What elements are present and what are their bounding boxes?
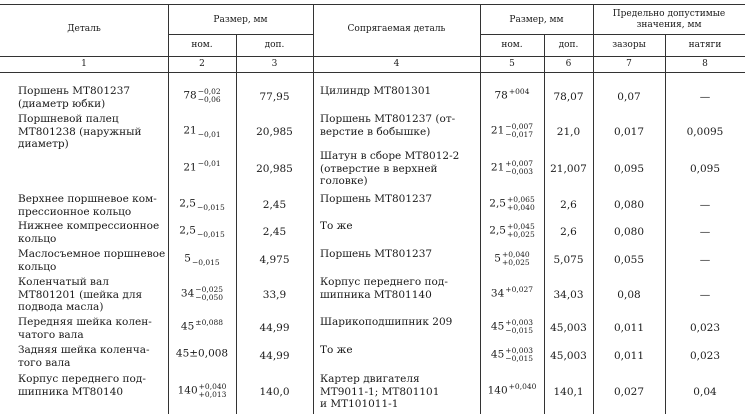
nominal-size-value-lower: −0,050 <box>195 292 224 302</box>
part-name-line: Маслосъемное поршневое <box>18 248 166 260</box>
mating-nominal-value-tolerance <box>507 223 535 239</box>
mating-nominal-value-lower: +0,025 <box>506 230 535 240</box>
mating-nominal-value <box>490 346 534 364</box>
mating-allowable-size: 21,0 <box>556 125 581 138</box>
nominal-size <box>168 123 236 139</box>
mating-part-line: Цилиндр МТ801301 <box>320 85 432 97</box>
gap-value: 0,08 <box>617 288 641 301</box>
header-size2: Размер, мм <box>509 15 564 25</box>
mating-nominal-size <box>480 123 544 139</box>
mating-nominal-value-tolerance <box>505 347 533 363</box>
mating-nominal-value-tolerance <box>505 286 533 302</box>
nominal-size-value-upper: −0,025 <box>195 284 224 294</box>
mating-nominal-value-base: 5 <box>494 252 501 265</box>
mating-part-line: головке) <box>320 175 368 187</box>
mating-nominal-value-tolerance <box>507 196 535 212</box>
mating-part-line: шипника МТ801140 <box>320 288 432 301</box>
nominal-size <box>168 347 236 361</box>
gap-value: 0,055 <box>613 254 645 267</box>
mating-nominal-value-base: 45 <box>490 348 505 361</box>
mating-nominal-value-lower <box>509 96 530 104</box>
nominal-size-value-upper: ±0,088 <box>195 318 224 328</box>
col-number: 8 <box>702 59 708 69</box>
interference-value: 0,04 <box>693 385 717 398</box>
nominal-size-value-lower: −0,06 <box>197 95 221 105</box>
part-name-line: Верхнее поршневое ком- <box>18 193 157 205</box>
mating-nominal-size <box>480 223 544 239</box>
mating-nominal-size <box>480 383 544 399</box>
mating-nominal-value-tolerance <box>505 123 533 139</box>
part-name-line: того вала <box>18 356 71 369</box>
col-number: 5 <box>509 59 515 69</box>
nominal-size <box>168 286 236 302</box>
mating-nominal-value-upper: +0,027 <box>505 284 534 294</box>
mating-nominal-value-lower: +0,040 <box>506 203 535 213</box>
nominal-size-value-upper: +0,040 <box>198 381 227 391</box>
nominal-size-value <box>180 284 224 302</box>
allowable-size: 44,99 <box>259 322 290 335</box>
mating-nominal-value-lower: −0,015 <box>505 326 534 336</box>
mating-nominal-value-tolerance <box>509 88 530 104</box>
nominal-size-value-base: 2,5 <box>179 197 196 210</box>
col-number: 2 <box>199 59 205 69</box>
nominal-size-value-base: 45±0,008 <box>175 347 229 360</box>
nominal-size <box>168 160 236 176</box>
mating-allowable-size: 5,075 <box>553 254 584 267</box>
mating-nominal-value-base: 2,5 <box>489 224 506 237</box>
mating-nominal-value <box>490 121 534 139</box>
mating-nominal-value-lower: +0,025 <box>501 258 530 268</box>
nominal-size-value-tolerance <box>198 160 221 176</box>
mating-nominal-value-tolerance <box>505 319 533 335</box>
part-name-line: шипника МТ80140 <box>18 385 124 398</box>
mating-nominal-size <box>480 319 544 335</box>
mating-part-line: То же <box>320 220 353 232</box>
mating-nominal-value-upper: +0,040 <box>501 250 530 260</box>
mating-nominal-value <box>490 318 534 336</box>
nominal-size-value-tolerance <box>195 286 223 302</box>
allowable-size: 20,985 <box>256 125 293 138</box>
part-name-line: прессионное кольцо <box>18 205 132 218</box>
mating-part-line: и МТ101011-1 <box>320 398 399 410</box>
interference-value: — <box>699 199 711 212</box>
interference-value: — <box>699 288 711 301</box>
mating-nominal-size <box>480 251 544 267</box>
nominal-size-value-lower <box>195 327 223 335</box>
mating-nominal-size <box>480 196 544 212</box>
gap-value: 0,095 <box>613 162 645 175</box>
part-name-line: Передняя шейка колен- <box>18 316 152 328</box>
nominal-size-value-base: 78 <box>183 89 197 102</box>
nominal-size-value-tolerance <box>199 383 227 399</box>
interference-value: — <box>699 254 711 267</box>
top-rule <box>0 4 745 5</box>
part-name-line: диаметр) <box>18 138 69 150</box>
header-mating-part: Сопрягаемая деталь <box>347 24 446 34</box>
nominal-size-value-lower: −0,01 <box>197 129 221 139</box>
header-nom: ном. <box>191 40 213 50</box>
nominal-size-value-tolerance <box>195 319 223 335</box>
mating-nominal-value-lower: −0,015 <box>505 354 534 364</box>
mating-nominal-value-upper: +0,007 <box>505 158 534 168</box>
part-name-line: чатого вала <box>18 328 84 341</box>
nominal-size <box>168 88 236 104</box>
nominal-size-value-base: 34 <box>180 287 195 299</box>
mating-nominal-value-lower: −0,003 <box>505 166 534 176</box>
nominal-size-value-upper: −0,02 <box>197 87 221 97</box>
mating-allowable-size: 78,07 <box>553 91 584 104</box>
nominal-size <box>168 251 236 267</box>
mating-nominal-value <box>490 284 534 300</box>
mating-allowable-size: 2,6 <box>560 226 577 239</box>
mating-nominal-value-base: 2,5 <box>489 197 506 210</box>
mating-allowable-size: 2,6 <box>560 199 577 212</box>
allowable-size: 20,985 <box>256 162 293 175</box>
mating-nominal-value-base: 78 <box>494 89 508 102</box>
mating-part-line: Поршень МТ801237 <box>320 193 433 205</box>
part-name-line: МТ801238 (наружный <box>18 125 142 138</box>
mating-nominal-value <box>494 87 530 102</box>
part-name-line: Задняя шейка коленча- <box>18 344 150 356</box>
mating-part-line: То же <box>320 344 353 356</box>
mating-nominal-value <box>489 195 535 213</box>
mating-nominal-value-upper: −0,007 <box>505 121 534 131</box>
nominal-size-value-tolerance <box>198 123 221 139</box>
nominal-size-value-tolerance <box>198 88 221 104</box>
mating-part-line: МТ9011-1; МТ801101 <box>320 385 440 398</box>
mating-nominal-value-tolerance <box>509 383 537 399</box>
mating-part-line: Поршень МТ801237 (от- <box>320 113 456 125</box>
mating-nominal-value-upper: +004 <box>508 87 530 97</box>
mating-nominal-value-upper: +0,065 <box>506 195 535 205</box>
part-name-line: Коленчатый вал <box>18 276 109 288</box>
part-name-line: подвода масла) <box>18 301 104 313</box>
gap-value: 0,027 <box>613 385 645 398</box>
col-number: 3 <box>271 59 278 69</box>
nominal-size <box>168 196 236 212</box>
allowable-size: 2,45 <box>262 199 287 212</box>
mating-nominal-value <box>487 381 537 397</box>
size2-subrule <box>480 34 745 35</box>
allowable-size: 77,95 <box>259 91 290 104</box>
nominal-size-value-lower: −0,015 <box>196 203 225 213</box>
nominal-size-value-base: 5 <box>184 252 191 265</box>
nominal-size-value <box>176 348 228 360</box>
mating-part-line: (отверстие в верхней <box>320 162 438 175</box>
nominal-size-value <box>180 318 224 333</box>
col-number: 1 <box>81 59 87 69</box>
allowable-size: 140,0 <box>259 385 290 398</box>
mating-part-line: верстие в бобышке) <box>320 125 431 138</box>
size-subrule <box>168 34 313 35</box>
mating-allowable-size: 140,1 <box>553 385 584 398</box>
part-name-line: Поршневой палец <box>18 113 119 125</box>
nominal-size-value <box>184 252 220 268</box>
nominal-size-value-base: 140 <box>177 384 198 396</box>
mating-nominal-value-tolerance <box>502 251 530 267</box>
header-rule <box>0 56 745 57</box>
mating-nominal-value-lower <box>505 294 533 302</box>
part-name-line: кольцо <box>18 232 57 245</box>
mating-nominal-value <box>494 250 530 268</box>
header-nom2: ном. <box>501 40 523 50</box>
mating-nominal-value <box>490 158 534 176</box>
gap-value: 0,011 <box>613 350 645 363</box>
interference-value: 0,095 <box>689 162 721 175</box>
mating-nominal-size <box>480 88 544 104</box>
mating-nominal-value-base: 45 <box>490 320 505 333</box>
mating-nominal-value-tolerance <box>505 160 533 176</box>
part-name-line: кольцо <box>18 260 57 273</box>
nominal-size-value <box>183 158 221 174</box>
gap-value: 0,011 <box>613 322 645 335</box>
nominal-size <box>168 223 236 239</box>
mating-nominal-value-upper: +0,040 <box>508 381 537 391</box>
nominal-size-value-upper: −0,01 <box>197 158 221 168</box>
mating-nominal-value-lower <box>509 391 537 399</box>
header-size: Размер, мм <box>213 15 268 25</box>
header-gaps: зазоры <box>612 40 646 50</box>
mating-nominal-value-base: 34 <box>490 287 505 299</box>
interference-value: — <box>699 226 711 239</box>
nominal-size-value-base: 2,5 <box>179 224 196 237</box>
nominal-size-value-base: 21 <box>183 161 197 173</box>
gap-value: 0,080 <box>613 226 645 239</box>
col-number: 4 <box>393 59 400 69</box>
gap-value: 0,017 <box>613 125 645 138</box>
nominal-size-value-lower: +0,013 <box>198 389 227 399</box>
interference-value: 0,023 <box>689 350 721 363</box>
colnum-rule <box>0 72 745 73</box>
header-dop: доп. <box>264 40 285 50</box>
mating-allowable-size: 34,03 <box>553 288 584 301</box>
mating-part-line: Картер двигателя <box>320 373 420 385</box>
nominal-size-value-lower: −0,015 <box>196 230 225 240</box>
allowable-size: 33,9 <box>262 288 287 301</box>
nominal-size-value-tolerance <box>197 196 225 212</box>
header-part: Деталь <box>67 24 101 34</box>
nominal-size-value-lower: −0,015 <box>191 258 220 268</box>
mating-nominal-value-upper: +0,045 <box>506 222 535 232</box>
mating-allowable-size: 45,003 <box>550 322 587 335</box>
gap-value: 0,080 <box>613 199 645 212</box>
interference-value: — <box>699 91 711 104</box>
nominal-size-value-lower <box>198 168 221 176</box>
nominal-size-value <box>183 125 220 137</box>
mating-allowable-size: 45,003 <box>550 350 587 363</box>
allowable-size: 2,45 <box>262 226 287 239</box>
gap-value: 0,07 <box>617 91 641 104</box>
nominal-size-value-base: 45 <box>180 320 195 333</box>
mating-nominal-value <box>489 222 535 240</box>
nominal-size-value-tolerance <box>197 223 225 239</box>
part-name-line: Поршень МТ801237 <box>18 85 131 97</box>
mating-allowable-size: 21,007 <box>550 162 587 175</box>
mating-nominal-value-upper: +0,003 <box>505 318 534 328</box>
mating-part-line: Корпус переднего под- <box>320 276 448 288</box>
nominal-size-value <box>183 87 221 105</box>
mating-nominal-size <box>480 347 544 363</box>
part-name-line: Нижнее компрессионное <box>18 220 160 232</box>
part-name-line: Корпус переднего под- <box>18 373 146 385</box>
interference-value: 0,0095 <box>686 125 724 138</box>
nominal-size-value <box>177 381 227 399</box>
col-number: 6 <box>565 59 572 69</box>
nominal-size-value <box>179 224 225 240</box>
nominal-size <box>168 383 236 399</box>
part-name-line: МТ801201 (шейка для <box>18 288 143 301</box>
mating-nominal-value-base: 140 <box>487 384 508 396</box>
mating-nominal-value-upper: +0,003 <box>505 346 534 356</box>
part-name-line: (диаметр юбки) <box>18 97 106 110</box>
nominal-size-value-tolerance <box>192 251 220 267</box>
header-interference: натяги <box>688 40 722 50</box>
mating-part-line: Поршень МТ801237 <box>320 248 433 260</box>
interference-value: 0,023 <box>689 322 721 335</box>
col-number: 7 <box>626 59 632 69</box>
mating-nominal-value-base: 21 <box>490 124 505 136</box>
mating-part-line: Шарикоподшипник 209 <box>320 316 453 328</box>
mating-nominal-size <box>480 286 544 302</box>
mating-part-line: Шатун в сборе МТ8012-2 <box>320 150 460 162</box>
allowable-size: 44,99 <box>259 350 290 363</box>
mating-nominal-value-lower: −0,017 <box>505 129 534 139</box>
nominal-size-value <box>179 197 225 213</box>
nominal-size-value-base: 21 <box>183 124 197 136</box>
mating-nominal-value-base: 21 <box>490 161 505 173</box>
header-limits: Предельно допустимые значения, мм <box>612 9 726 30</box>
mating-nominal-size <box>480 160 544 176</box>
nominal-size <box>168 319 236 335</box>
allowable-size: 4,975 <box>259 254 290 267</box>
header-dop2: доп. <box>558 40 579 50</box>
